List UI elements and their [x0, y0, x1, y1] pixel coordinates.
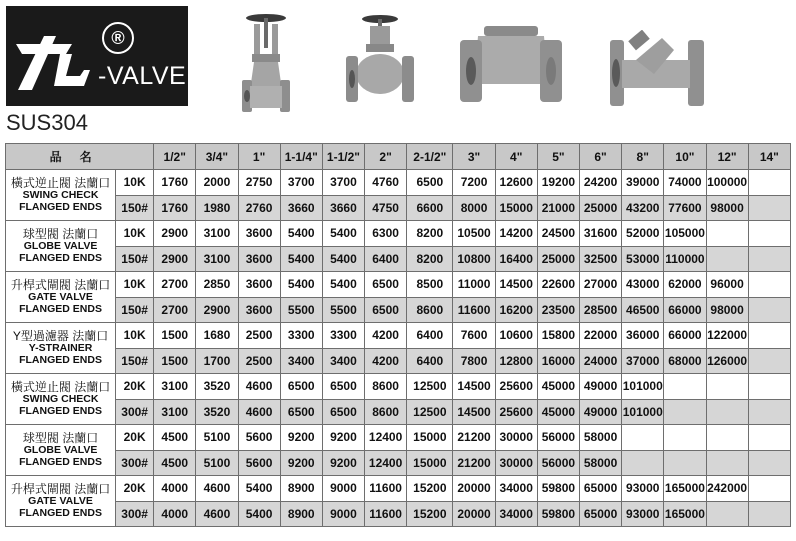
price-cell: 12800	[495, 348, 537, 374]
price-cell	[748, 272, 790, 298]
price-cell: 6300	[365, 221, 407, 247]
price-cell: 3600	[238, 272, 280, 298]
price-cell: 9200	[280, 450, 322, 476]
price-cell: 98000	[706, 297, 748, 323]
price-cell: 3600	[238, 246, 280, 272]
price-cell: 58000	[579, 450, 621, 476]
price-cell: 30000	[495, 450, 537, 476]
price-cell: 4750	[365, 195, 407, 221]
price-cell: 4600	[196, 476, 238, 502]
price-cell: 4200	[365, 348, 407, 374]
price-cell: 3300	[322, 323, 364, 349]
price-cell: 5400	[238, 501, 280, 527]
price-cell	[622, 450, 664, 476]
price-cell: 8600	[365, 399, 407, 425]
price-cell: 5400	[280, 221, 322, 247]
price-cell: 34000	[495, 476, 537, 502]
size-header: 1"	[238, 144, 280, 170]
price-cell: 32500	[579, 246, 621, 272]
price-cell	[622, 425, 664, 451]
price-cell: 3700	[322, 170, 364, 196]
product-name-en: SWING CHECK FLANGED ENDS	[19, 392, 102, 417]
price-cell: 5400	[322, 221, 364, 247]
price-cell: 8900	[280, 476, 322, 502]
price-cell: 8000	[453, 195, 495, 221]
price-cell: 1500	[154, 323, 196, 349]
price-cell: 15000	[495, 195, 537, 221]
table-row	[6, 348, 791, 374]
price-cell: 3660	[280, 195, 322, 221]
price-cell: 30000	[495, 425, 537, 451]
price-cell: 8200	[407, 246, 453, 272]
price-cell: 6500	[365, 272, 407, 298]
price-cell	[748, 399, 790, 425]
price-cell: 53000	[622, 246, 664, 272]
price-cell: 12400	[365, 425, 407, 451]
product-name-zh: 橫式逆止閥 法蘭口	[10, 379, 111, 394]
price-cell: 22000	[579, 323, 621, 349]
price-cell: 65000	[579, 501, 621, 527]
pressure-class-cell: 300#	[116, 450, 154, 476]
size-header: 10"	[664, 144, 706, 170]
price-cell: 25000	[579, 195, 621, 221]
product-name-zh: Y型過濾器 法蘭口	[12, 328, 109, 343]
table-row	[6, 450, 791, 476]
price-cell: 1760	[154, 170, 196, 196]
price-cell: 105000	[664, 221, 706, 247]
product-name-cell	[6, 374, 116, 425]
price-cell: 6500	[407, 170, 453, 196]
price-cell: 242000	[706, 476, 748, 502]
price-cell: 101000	[622, 374, 664, 400]
price-cell: 6500	[280, 374, 322, 400]
price-cell: 5400	[322, 246, 364, 272]
price-cell: 46500	[622, 297, 664, 323]
pressure-class-cell: 150#	[116, 348, 154, 374]
price-cell: 110000	[664, 246, 706, 272]
price-cell: 36000	[622, 323, 664, 349]
size-header: 12"	[706, 144, 748, 170]
price-cell: 165000	[664, 476, 706, 502]
pressure-class-cell: 20K	[116, 476, 154, 502]
price-cell: 1980	[196, 195, 238, 221]
price-cell: 37000	[622, 348, 664, 374]
price-cell: 5100	[196, 425, 238, 451]
price-cell: 12500	[407, 399, 453, 425]
price-cell: 9200	[322, 425, 364, 451]
price-cell: 11600	[365, 501, 407, 527]
price-cell: 14500	[453, 374, 495, 400]
price-cell: 14200	[495, 221, 537, 247]
price-cell: 2850	[196, 272, 238, 298]
price-cell: 6500	[322, 374, 364, 400]
brand-mark-icon	[6, 6, 188, 106]
price-cell: 3600	[238, 297, 280, 323]
price-cell: 2700	[154, 297, 196, 323]
price-cell	[706, 425, 748, 451]
price-cell: 12500	[407, 374, 453, 400]
price-cell: 6500	[365, 297, 407, 323]
size-header: 4"	[495, 144, 537, 170]
price-cell: 3100	[154, 399, 196, 425]
price-cell: 93000	[622, 501, 664, 527]
price-cell: 5500	[280, 297, 322, 323]
price-cell: 58000	[579, 425, 621, 451]
product-name-zh: 橫式逆止閥 法蘭口	[10, 175, 111, 190]
price-cell: 6600	[407, 195, 453, 221]
header-row	[6, 144, 791, 170]
price-cell: 43200	[622, 195, 664, 221]
price-cell: 2500	[238, 323, 280, 349]
price-cell: 49000	[579, 399, 621, 425]
price-cell: 31600	[579, 221, 621, 247]
size-header: 3"	[453, 144, 495, 170]
price-cell: 45000	[537, 399, 579, 425]
price-cell: 1700	[196, 348, 238, 374]
price-cell	[706, 450, 748, 476]
price-cell: 8500	[407, 272, 453, 298]
product-name-zh: 升桿式閘閥 法蘭口	[10, 481, 111, 496]
globe-valve-image	[342, 12, 418, 108]
price-cell: 100000	[706, 170, 748, 196]
table-body	[6, 170, 791, 527]
price-cell: 8600	[407, 297, 453, 323]
price-cell: 24500	[537, 221, 579, 247]
pressure-class-cell: 20K	[116, 374, 154, 400]
product-name-cell	[6, 476, 116, 527]
product-name-en: GLOBE VALVE FLANGED ENDS	[19, 239, 102, 264]
price-cell: 14500	[495, 272, 537, 298]
price-cell: 4200	[365, 323, 407, 349]
price-cell: 5600	[238, 450, 280, 476]
price-cell: 21200	[453, 450, 495, 476]
price-cell	[664, 425, 706, 451]
price-cell: 9200	[322, 450, 364, 476]
brand-logo	[6, 6, 188, 106]
product-name-en: SWING CHECK FLANGED ENDS	[19, 188, 102, 213]
price-cell	[706, 501, 748, 527]
table-row	[6, 501, 791, 527]
table-row	[6, 425, 791, 451]
price-cell: 27000	[579, 272, 621, 298]
price-cell: 7800	[453, 348, 495, 374]
price-cell: 5500	[322, 297, 364, 323]
price-cell: 4760	[365, 170, 407, 196]
gate-valve-image	[236, 10, 296, 114]
size-header: 8"	[622, 144, 664, 170]
price-cell	[748, 221, 790, 247]
price-cell	[748, 246, 790, 272]
price-cell: 4600	[196, 501, 238, 527]
pressure-class-cell: 300#	[116, 501, 154, 527]
price-cell: 24200	[579, 170, 621, 196]
price-cell: 7200	[453, 170, 495, 196]
price-cell: 1760	[154, 195, 196, 221]
price-cell: 2000	[196, 170, 238, 196]
product-name-en: GATE VALVE FLANGED ENDS	[19, 290, 102, 315]
price-cell: 66000	[664, 323, 706, 349]
price-cell	[664, 399, 706, 425]
price-cell: 16200	[495, 297, 537, 323]
price-cell: 59800	[537, 501, 579, 527]
price-cell: 45000	[537, 374, 579, 400]
table-row	[6, 374, 791, 400]
price-cell: 4500	[154, 425, 196, 451]
price-cell: 4000	[154, 476, 196, 502]
price-cell: 59800	[537, 476, 579, 502]
price-cell: 165000	[664, 501, 706, 527]
price-cell: 3700	[280, 170, 322, 196]
price-cell: 16400	[495, 246, 537, 272]
price-cell: 5100	[196, 450, 238, 476]
price-cell: 21200	[453, 425, 495, 451]
table-row	[6, 195, 791, 221]
price-cell: 3400	[322, 348, 364, 374]
price-cell: 12600	[495, 170, 537, 196]
pressure-class-cell: 10K	[116, 170, 154, 196]
price-cell: 6400	[365, 246, 407, 272]
price-cell: 122000	[706, 323, 748, 349]
pressure-class-cell: 10K	[116, 221, 154, 247]
product-name-cell	[6, 170, 116, 221]
product-name-zh: 球型閥 法蘭口	[22, 430, 99, 445]
price-table	[5, 143, 791, 527]
table-row	[6, 297, 791, 323]
price-cell: 7600	[453, 323, 495, 349]
price-cell: 2900	[196, 297, 238, 323]
price-cell: 3400	[280, 348, 322, 374]
price-cell: 6500	[280, 399, 322, 425]
price-cell: 6500	[322, 399, 364, 425]
price-cell	[664, 374, 706, 400]
price-cell: 3520	[196, 399, 238, 425]
price-cell: 2900	[154, 221, 196, 247]
price-cell: 6400	[407, 323, 453, 349]
price-cell: 3300	[280, 323, 322, 349]
pressure-class-cell: 150#	[116, 297, 154, 323]
pressure-class-cell: 10K	[116, 272, 154, 298]
product-name-en: GATE VALVE FLANGED ENDS	[19, 494, 102, 519]
price-cell: 10500	[453, 221, 495, 247]
size-header: 1/2"	[154, 144, 196, 170]
price-cell: 19200	[537, 170, 579, 196]
price-cell	[706, 399, 748, 425]
price-cell	[748, 374, 790, 400]
price-cell: 25000	[537, 246, 579, 272]
price-cell: 25600	[495, 374, 537, 400]
price-cell: 74000	[664, 170, 706, 196]
price-cell: 10600	[495, 323, 537, 349]
price-cell	[748, 501, 790, 527]
price-cell	[706, 221, 748, 247]
price-cell: 3660	[322, 195, 364, 221]
price-cell: 5400	[280, 272, 322, 298]
price-cell	[748, 425, 790, 451]
price-cell	[748, 195, 790, 221]
price-cell: 34000	[495, 501, 537, 527]
size-header: 5"	[537, 144, 579, 170]
price-cell: 12400	[365, 450, 407, 476]
price-cell: 4500	[154, 450, 196, 476]
size-header: 14"	[748, 144, 790, 170]
price-cell	[748, 297, 790, 323]
price-cell: 56000	[537, 450, 579, 476]
price-cell: 14500	[453, 399, 495, 425]
product-name-cell	[6, 272, 116, 323]
price-cell: 5400	[238, 476, 280, 502]
price-cell: 96000	[706, 272, 748, 298]
price-cell: 5400	[322, 272, 364, 298]
price-cell: 98000	[706, 195, 748, 221]
product-name-en: GLOBE VALVE FLANGED ENDS	[19, 443, 102, 468]
price-cell	[748, 348, 790, 374]
price-cell: 25600	[495, 399, 537, 425]
price-cell: 15000	[407, 450, 453, 476]
price-cell: 4600	[238, 374, 280, 400]
price-cell: 4600	[238, 399, 280, 425]
pressure-class-cell: 300#	[116, 399, 154, 425]
price-cell: 11600	[365, 476, 407, 502]
size-header: 2-1/2"	[407, 144, 453, 170]
price-cell: 3100	[154, 374, 196, 400]
price-cell: 15800	[537, 323, 579, 349]
price-cell: 2900	[154, 246, 196, 272]
material-label: SUS304	[6, 110, 88, 135]
price-cell: 2750	[238, 170, 280, 196]
price-cell: 5600	[238, 425, 280, 451]
price-cell: 15200	[407, 476, 453, 502]
price-cell: 20000	[453, 501, 495, 527]
price-cell: 49000	[579, 374, 621, 400]
price-cell: 62000	[664, 272, 706, 298]
price-cell: 10800	[453, 246, 495, 272]
product-name-cell	[6, 425, 116, 476]
table-row	[6, 476, 791, 502]
product-name-en: Y-STRAINER FLANGED ENDS	[19, 341, 102, 366]
pressure-class-cell: 150#	[116, 195, 154, 221]
price-cell: 93000	[622, 476, 664, 502]
price-cell: 43000	[622, 272, 664, 298]
price-cell: 22600	[537, 272, 579, 298]
pressure-class-cell: 150#	[116, 246, 154, 272]
price-cell: 4000	[154, 501, 196, 527]
price-cell: 20000	[453, 476, 495, 502]
price-cell: 52000	[622, 221, 664, 247]
price-cell: 8900	[280, 501, 322, 527]
price-cell: 56000	[537, 425, 579, 451]
price-cell: 65000	[579, 476, 621, 502]
price-cell: 24000	[579, 348, 621, 374]
price-cell: 126000	[706, 348, 748, 374]
price-cell: 68000	[664, 348, 706, 374]
pressure-class-cell: 10K	[116, 323, 154, 349]
name-column-header: 品名	[6, 144, 154, 170]
price-cell: 3600	[238, 221, 280, 247]
product-name-zh: 升桿式閘閥 法蘭口	[10, 277, 111, 292]
table-row	[6, 170, 791, 196]
product-name-cell	[6, 221, 116, 272]
price-cell: 66000	[664, 297, 706, 323]
table-row	[6, 246, 791, 272]
pressure-class-cell: 20K	[116, 425, 154, 451]
price-cell: 2760	[238, 195, 280, 221]
price-cell	[706, 374, 748, 400]
price-cell: 77600	[664, 195, 706, 221]
brand-name: -VALVE	[98, 62, 187, 90]
product-name-zh: 球型閥 法蘭口	[22, 226, 99, 241]
price-cell: 11000	[453, 272, 495, 298]
price-cell: 39000	[622, 170, 664, 196]
price-cell: 2700	[154, 272, 196, 298]
price-cell: 9000	[322, 501, 364, 527]
price-cell: 9200	[280, 425, 322, 451]
table-row	[6, 221, 791, 247]
price-cell: 8200	[407, 221, 453, 247]
price-cell: 8600	[365, 374, 407, 400]
price-cell	[706, 246, 748, 272]
price-cell: 15000	[407, 425, 453, 451]
table-row	[6, 272, 791, 298]
price-cell: 15200	[407, 501, 453, 527]
swing-check-valve-image	[456, 22, 566, 106]
size-header: 6"	[579, 144, 621, 170]
price-cell	[748, 170, 790, 196]
price-cell	[748, 476, 790, 502]
size-header: 1-1/2"	[322, 144, 364, 170]
price-cell	[748, 450, 790, 476]
y-strainer-image	[606, 30, 710, 114]
price-cell	[664, 450, 706, 476]
price-cell: 23500	[537, 297, 579, 323]
price-cell: 9000	[322, 476, 364, 502]
price-cell: 21000	[537, 195, 579, 221]
price-cell: 1680	[196, 323, 238, 349]
size-header: 1-1/4"	[280, 144, 322, 170]
price-cell: 3100	[196, 221, 238, 247]
registered-mark: ®	[102, 22, 134, 54]
table-row	[6, 399, 791, 425]
price-cell: 3100	[196, 246, 238, 272]
size-header: 3/4"	[196, 144, 238, 170]
price-cell: 5400	[280, 246, 322, 272]
price-cell: 101000	[622, 399, 664, 425]
price-cell: 28500	[579, 297, 621, 323]
price-cell: 6400	[407, 348, 453, 374]
price-cell: 3520	[196, 374, 238, 400]
price-cell: 1500	[154, 348, 196, 374]
product-name-cell	[6, 323, 116, 374]
price-cell: 16000	[537, 348, 579, 374]
size-header: 2"	[365, 144, 407, 170]
price-cell: 11600	[453, 297, 495, 323]
price-cell	[748, 323, 790, 349]
price-cell: 2500	[238, 348, 280, 374]
table-row	[6, 323, 791, 349]
